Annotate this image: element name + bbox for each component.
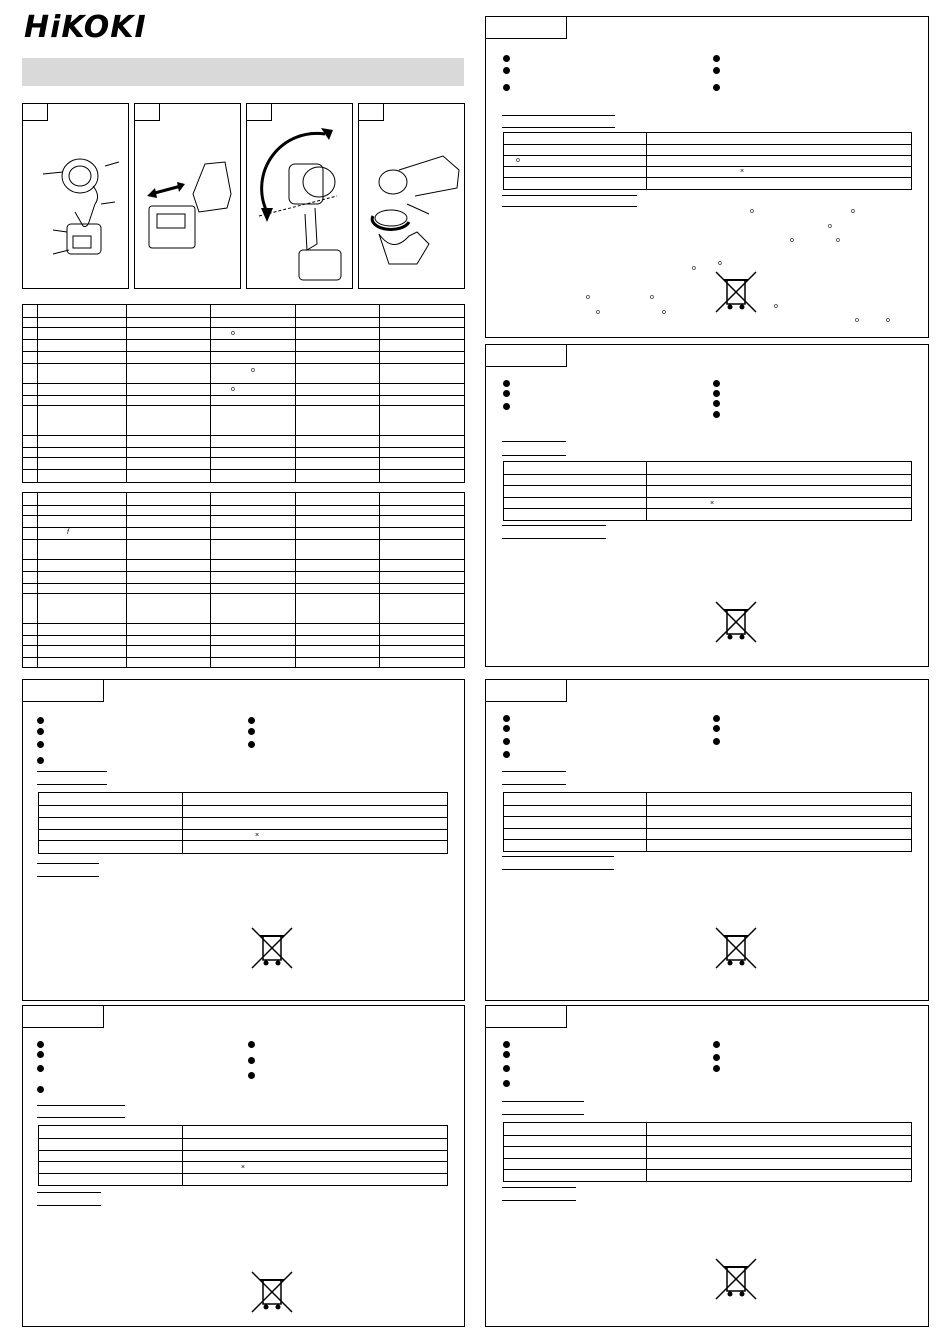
spec-table	[38, 1125, 448, 1186]
degree-symbol: o	[516, 157, 520, 164]
degree-symbol: o	[596, 309, 600, 316]
weee-bin-icon	[714, 270, 758, 314]
spec-table	[503, 461, 912, 521]
times-symbol: ×	[740, 168, 745, 175]
function-symbol: f	[67, 529, 69, 536]
degree-symbol: o	[828, 223, 832, 230]
degree-symbol: o	[692, 265, 696, 272]
spec-table-1	[22, 304, 465, 483]
degree-symbol: o	[790, 237, 794, 244]
degree-symbol: o	[851, 208, 855, 215]
bulb-replacement-figure	[359, 104, 464, 288]
weee-bin-icon	[714, 926, 758, 970]
brand-logo: HiKOKI	[24, 10, 147, 45]
degree-symbol: o	[251, 367, 255, 374]
degree-symbol: o	[650, 294, 654, 301]
flashlight-parts-figure	[23, 104, 128, 288]
spec-table-2	[22, 492, 465, 668]
degree-symbol: o	[662, 309, 666, 316]
degree-symbol: o	[836, 237, 840, 244]
language-panel-6	[485, 1005, 929, 1327]
figure-3-frame	[246, 103, 353, 289]
times-symbol: ×	[241, 1164, 246, 1171]
degree-symbol: o	[774, 303, 778, 310]
language-panel-1	[485, 16, 929, 338]
weee-bin-icon	[250, 926, 294, 970]
spec-table	[503, 1122, 912, 1182]
degree-symbol: o	[718, 260, 722, 267]
language-panel-4	[485, 679, 929, 1001]
title-bar	[22, 58, 464, 86]
weee-bin-icon	[714, 600, 758, 644]
language-panel-2	[485, 344, 929, 667]
spec-table	[503, 792, 912, 852]
degree-symbol: o	[586, 294, 590, 301]
spec-table	[503, 132, 912, 190]
language-panel-5	[22, 1005, 465, 1327]
times-symbol: ×	[255, 832, 260, 839]
figure-2-frame	[134, 103, 241, 289]
degree-symbol: o	[231, 386, 235, 393]
times-symbol: ×	[710, 500, 715, 507]
head-rotation-figure	[247, 104, 352, 288]
figure-1-frame	[22, 103, 129, 289]
degree-symbol: o	[886, 317, 890, 324]
weee-bin-icon	[714, 1257, 758, 1301]
degree-symbol: o	[750, 208, 754, 215]
degree-symbol: o	[855, 317, 859, 324]
figure-4-frame	[358, 103, 465, 289]
spec-table	[38, 792, 448, 854]
degree-symbol: o	[231, 330, 235, 337]
language-panel-3	[22, 679, 465, 1001]
battery-insertion-figure	[135, 104, 240, 288]
weee-bin-icon	[250, 1270, 294, 1314]
